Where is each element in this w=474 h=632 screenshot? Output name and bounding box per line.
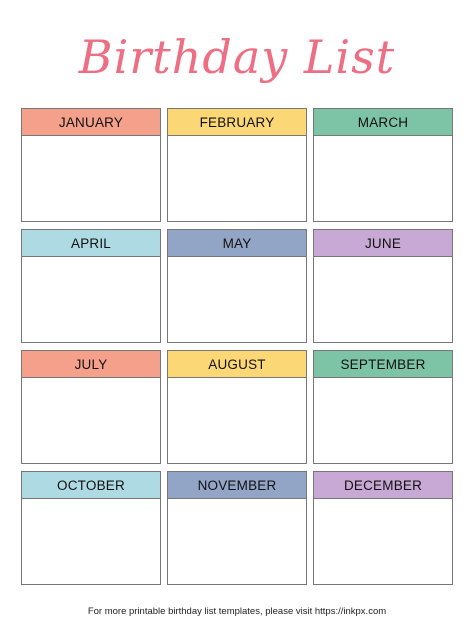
month-card-august [167, 350, 307, 464]
month-card-april [21, 229, 161, 343]
month-header-august: AUGUST [168, 351, 306, 378]
month-header-november: NOVEMBER [168, 472, 306, 499]
footer-note: For more printable birthday list templates, please visit https://inkpx.com [87, 606, 387, 617]
month-notes-may[interactable] [168, 257, 306, 342]
month-header-march: MARCH [314, 109, 452, 136]
month-card-october [21, 471, 161, 585]
month-notes-august[interactable] [168, 378, 306, 463]
month-notes-june[interactable] [314, 257, 452, 342]
month-notes-november[interactable] [168, 499, 306, 584]
month-notes-april[interactable] [22, 257, 160, 342]
month-header-september: SEPTEMBER [314, 351, 452, 378]
month-header-april: APRIL [22, 230, 160, 257]
month-card-december [313, 471, 453, 585]
month-header-may: MAY [168, 230, 306, 257]
month-notes-july[interactable] [22, 378, 160, 463]
month-header-october: OCTOBER [22, 472, 160, 499]
month-notes-december[interactable] [314, 499, 452, 584]
month-notes-february[interactable] [168, 136, 306, 221]
month-notes-september[interactable] [314, 378, 452, 463]
month-notes-march[interactable] [314, 136, 452, 221]
month-header-july: JULY [22, 351, 160, 378]
month-card-november [167, 471, 307, 585]
month-header-january: JANUARY [22, 109, 160, 136]
month-card-july [21, 350, 161, 464]
month-card-september [313, 350, 453, 464]
month-card-march [313, 108, 453, 222]
month-header-december: DECEMBER [314, 472, 452, 499]
month-grid [21, 108, 453, 585]
month-card-may [167, 229, 307, 343]
page-title: Birthday List [78, 30, 396, 84]
month-notes-january[interactable] [22, 136, 160, 221]
month-header-june: JUNE [314, 230, 452, 257]
month-card-january [21, 108, 161, 222]
month-card-june [313, 229, 453, 343]
month-notes-october[interactable] [22, 499, 160, 584]
month-card-february [167, 108, 307, 222]
month-header-february: FEBRUARY [168, 109, 306, 136]
